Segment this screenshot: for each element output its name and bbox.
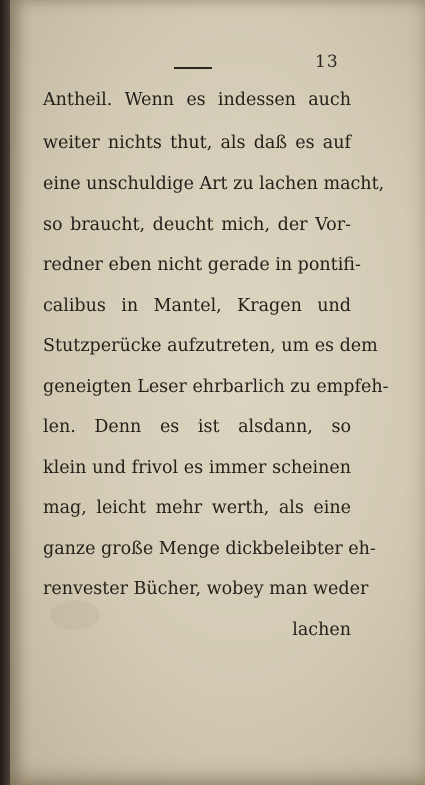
catchword: lachen (292, 620, 351, 640)
text-line: renvester Bücher, wobey man weder (43, 579, 369, 599)
text-line: calibus in Mantel, Kragen und (43, 296, 351, 316)
text-line: weiter nichts thut, als daß es auf (43, 133, 351, 153)
text-line: len. Denn es ist alsdann, so (43, 417, 351, 437)
text-line: ganze große Menge dickbeleibter eh- (43, 539, 376, 559)
page-number: 13 (315, 52, 339, 72)
text-line: mag, leicht mehr werth, als eine (43, 498, 351, 518)
text-line: Stutzperücke aufzutreten, um es dem (43, 336, 378, 356)
header-rule (174, 67, 212, 69)
text-line: so braucht, deucht mich, der Vor- (43, 215, 351, 235)
text-line: Antheil. Wenn es indessen auch (43, 90, 351, 110)
text-line: redner eben nicht gerade in pontifi- (43, 255, 361, 275)
book-page (10, 0, 425, 785)
book-gutter (0, 0, 10, 785)
text-line: klein und frivol es immer scheinen (43, 458, 351, 478)
text-line: geneigten Leser ehrbarlich zu empfeh- (43, 377, 389, 397)
text-line: eine unschuldige Art zu lachen macht, (43, 174, 385, 194)
